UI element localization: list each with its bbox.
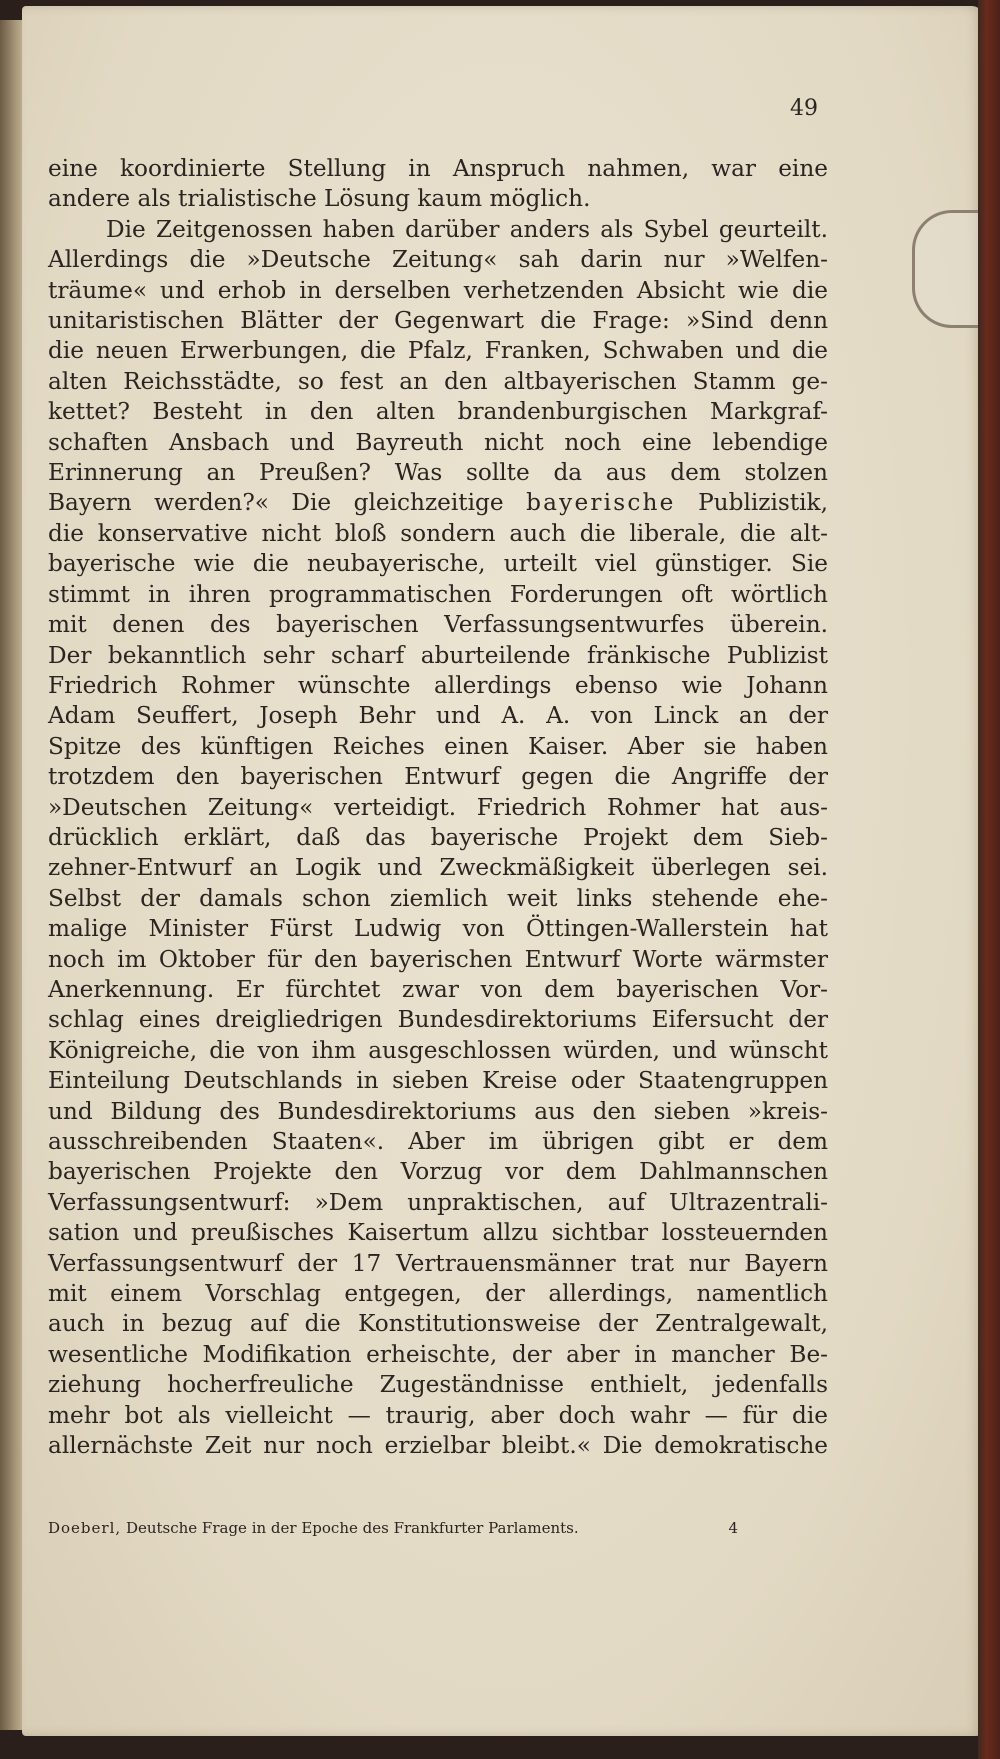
text-line: Anerkennung. Er fürchtet zwar von dem bayerischen Vor- (48, 975, 828, 1003)
text-line: kettet? Besteht in den alten brandenburgischen Markgraf- (48, 398, 828, 426)
text-line: Verfassungsentwurf: »Dem unpraktischen, auf Ultrazentrali- (48, 1188, 828, 1216)
page-number: 49 (790, 96, 818, 121)
text-line: ziehung hocherfreuliche Zugeständnisse enthielt, jedenfalls (48, 1371, 828, 1399)
text-segment: Publizistik, (675, 489, 828, 517)
page-footer (48, 1519, 738, 1537)
text-line: Die Zeitgenossen haben darüber anders als Sybel geurteilt. (106, 215, 828, 243)
text-line: träume« und erhob in derselben verhetzenden Absicht wie die (48, 276, 828, 304)
text-line: ausschreibenden Staaten«. Aber im übrigen gibt er dem (48, 1128, 828, 1155)
footer-citation (48, 1519, 579, 1537)
text-line: mehr bot als vielleicht — traurig, aber doch wahr — für die (48, 1401, 828, 1429)
footer-title: Deutsche Frage in der Epoche des Frankfurter Parlaments. (125, 1519, 579, 1537)
text-line: Einteilung Deutschlands in sieben Kreise oder Staatengruppen (48, 1067, 828, 1095)
text-line: noch im Oktober für den bayerischen Entwurf Worte wärmster (48, 945, 828, 973)
body-text (48, 154, 828, 1461)
text-line: Erinnerung an Preußen? Was sollte da aus dem stolzen (48, 459, 828, 487)
footer-author: Doeberl, (48, 1519, 122, 1537)
text-line: und Bildung des Bundesdirektoriums aus den sieben »kreis- (48, 1097, 828, 1125)
text-line: andere als trialistische Lösung kaum möglich. (48, 185, 591, 213)
text-line: alten Reichsstädte, so fest an den altbayerischen Stamm ge- (48, 367, 828, 395)
text-line: trotzdem den bayerischen Entwurf gegen die Angriffe der (48, 763, 828, 791)
text-line: bayerische wie die neubayerische, urteilt viel günstiger. Sie (48, 550, 828, 578)
text-line: eine koordinierte Stellung in Anspruch nahmen, war eine (48, 155, 828, 182)
text-line-spaced (48, 488, 828, 518)
text-line: allernächste Zeit nur noch erzielbar bleibt.« Die demokratische (48, 1432, 828, 1460)
text-line: zehner-Entwurf an Logik und Zweckmäßigkeit überlegen sei. (48, 854, 828, 882)
text-line: bayerischen Projekte den Vorzug vor dem Dahlmannschen (48, 1158, 828, 1186)
text-line: Königreiche, die von ihm ausgeschlossen würden, und wünscht (48, 1036, 828, 1064)
text-line: malige Minister Fürst Ludwig von Öttingen-Wallerstein hat (48, 915, 828, 943)
text-line: Adam Seuffert, Joseph Behr und A. A. von Linck an der (48, 702, 828, 730)
text-line: unitaristischen Blätter der Gegenwart die Frage: »Sind denn (48, 307, 828, 335)
book-cover-edge (978, 0, 1000, 1759)
text-line: Selbst der damals schon ziemlich weit links stehende ehe- (48, 884, 828, 912)
text-line: »Deutschen Zeitung« verteidigt. Friedrich Rohmer hat aus- (48, 793, 828, 821)
text-line: stimmt in ihren programmatischen Forderungen oft wörtlich (48, 580, 828, 608)
text-segment: Bayern werden?« Die gleichzeitige (48, 489, 527, 517)
text-line: drücklich erklärt, daß das bayerische Projekt dem Sieb- (48, 823, 828, 851)
text-line: schlag eines dreigliedrigen Bundesdirektoriums Eifersucht der (48, 1006, 828, 1034)
text-line: die neuen Erwerbungen, die Pfalz, Franken, Schwaben und die (48, 337, 828, 365)
text-line: mit einem Vorschlag entgegen, der allerdings, namentlich (48, 1280, 828, 1308)
text-line: Der bekanntlich sehr scharf aburteilende fränkische Publizist (48, 641, 828, 669)
signature-mark: 4 (728, 1519, 738, 1537)
text-line: die konservative nicht bloß sondern auch die liberale, die alt- (48, 519, 828, 547)
spaced-emphasis: bayerische (526, 489, 676, 517)
text-line: Verfassungsentwurf der 17 Vertrauensmänner trat nur Bayern (48, 1249, 828, 1277)
text-line: auch in bezug auf die Konstitutionsweise der Zentralgewalt, (48, 1310, 828, 1338)
text-line: mit denen des bayerischen Verfassungsentwurfes überein. (48, 611, 828, 639)
text-line: wesentliche Modifikation erheischte, der aber in mancher Be- (48, 1340, 828, 1368)
text-line: schaften Ansbach und Bayreuth nicht noch eine lebendige (48, 428, 828, 456)
text-line: Allerdings die »Deutsche Zeitung« sah darin nur »Welfen- (48, 246, 828, 274)
text-line: sation und preußisches Kaisertum allzu sichtbar lossteuernden (48, 1219, 828, 1247)
text-line: Spitze des künftigen Reiches einen Kaiser. Aber sie haben (48, 732, 828, 760)
text-line: Friedrich Rohmer wünschte allerdings ebenso wie Johann (48, 671, 828, 699)
